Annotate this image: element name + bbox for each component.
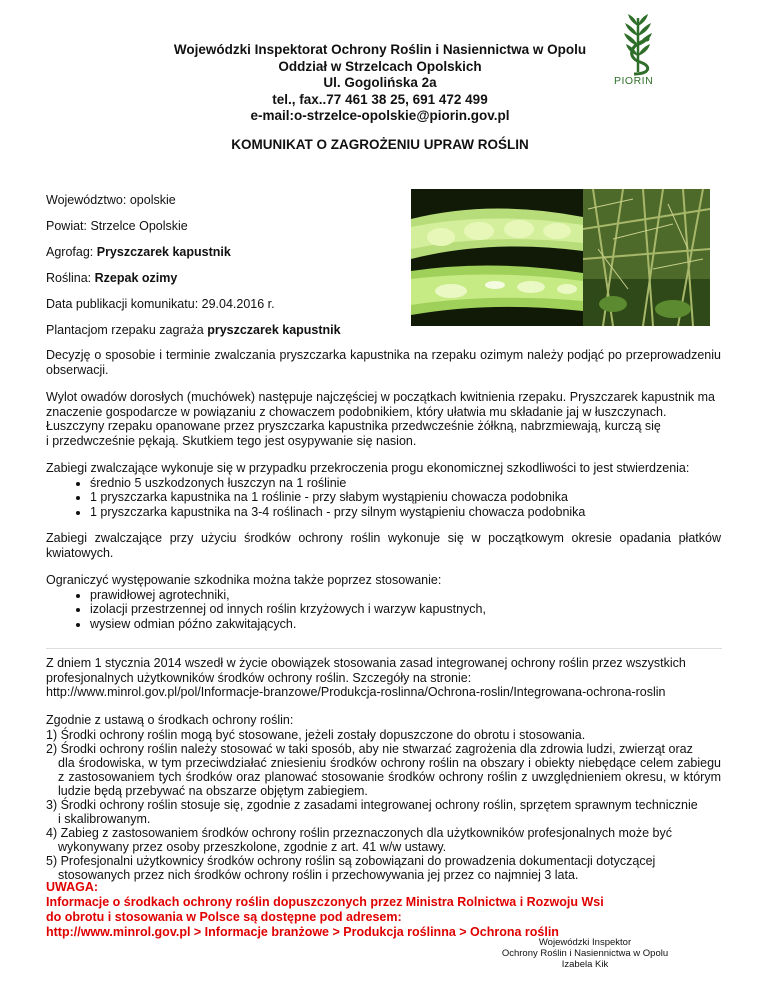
warning-block xyxy=(46,880,721,940)
list-item: • 1 pryszczarka kapustnika na 3-4 roślinach - przy silnym wystąpieniu chowacza podobnika xyxy=(90,505,721,520)
wylot-line-2: Łuszczyny rzepaku opanowane przez pryszczarka kapustnika przedwcześnie żółkną, nabrzmiewają, kurczą się xyxy=(46,419,661,433)
item-continuation: stosowanych przez nich środków ochrony roślin i przechowywania jej przez co najmniej 3 lata. xyxy=(58,867,579,882)
page-title: KOMUNIKAT O ZAGROŻENIU UPRAW ROŚLIN xyxy=(231,137,529,152)
list-item: • prawidłowej agrotechniki, xyxy=(90,588,721,603)
header-line-1: Wojewódzki Inspektorat Ochrony Roślin i Nasiennictwa w Opolu xyxy=(173,42,587,57)
ograniczyc-list xyxy=(46,588,721,632)
signature-block xyxy=(470,937,700,970)
integrowana-link[interactable]: http://www.minrol.gov.pl/pol/Informacje-branzowe/Produkcja-roslinna/Ochrona-roslin/Integrowana-ochrona-roslin xyxy=(46,685,666,699)
info-data-publikacji: Data publikacji komunikatu: 29.04.2016 r. xyxy=(46,297,275,311)
header-line-2: Oddział w Strzelcach Opolskich xyxy=(278,58,482,74)
paragraph-ustawa xyxy=(46,713,721,882)
paragraph-zabiegi xyxy=(46,461,721,519)
info-plantacje xyxy=(46,323,406,337)
signature-line-1: Wojewódzki Inspektor xyxy=(538,937,632,948)
paragraph-integrowana xyxy=(46,656,721,700)
info-powiat: Powiat: Strzelce Opolskie xyxy=(46,219,188,233)
ograniczyc-intro: Ograniczyć występowanie szkodnika można także poprzez stosowanie: xyxy=(46,573,442,587)
list-item xyxy=(46,854,721,882)
warning-line-2: do obrotu i stosowania w Polsce są dostępne pod adresem: xyxy=(46,910,402,924)
warning-link[interactable]: http://www.minrol.gov.pl > Informacje branżowe > Produkcja roślinna > Ochrona roślin xyxy=(46,925,559,939)
divider xyxy=(46,648,722,649)
agrofag-value: Pryszczarek kapustnik xyxy=(96,245,231,259)
header-line-5: e-mail:o-strzelce-opolskie@piorin.gov.pl xyxy=(250,108,510,123)
item-text: 2) Środki ochrony roślin należy stosować w taki sposób, aby nie stwarzać zagrożenia dla zdrowia ludzi, zwierząt oraz xyxy=(46,741,693,756)
roslina-value: Rzepak ozimy xyxy=(94,271,178,285)
integrowana-text: Z dniem 1 stycznia 2014 wszedł w życie obowiązek stosowania zasad integrowanej ochrony roślin przez wszystkich profesjonalnych użytkowników środków ochrony roślin. Szczegóły na stronie: xyxy=(46,656,686,685)
paragraph-zabiegi-srodki: Zabiegi zwalczające przy użyciu środków ochrony roślin wykonuje się w początkowym okresie opadania płatków kwiatowych. xyxy=(46,531,721,560)
wylot-line-1: Wylot owadów dorosłych (muchówek) następuje najczęściej w początkach kwitnienia rzepaku. Pryszczarek kapustnik ma znaczenie gospodarcze w powiązaniu z chowaczem podobnikiem, który ułatwia mu składanie jaj w łuszczynach. xyxy=(46,390,715,419)
ustawa-intro: Zgodnie z ustawą o środkach ochrony roślin: xyxy=(46,713,294,727)
list-item: • wysiew odmian późno zakwitających. xyxy=(90,617,721,632)
item-continuation: wykonywany przez osoby przeszkolone, zgodnie z art. 41 w/w ustawy. xyxy=(58,839,447,854)
warning-label: UWAGA: xyxy=(46,880,99,894)
paragraph-ograniczyc xyxy=(46,573,721,631)
warning-line-1: Informacje o środkach ochrony roślin dopuszczonych przez Ministra Rolnictwa i Rozwoju Wsi xyxy=(46,895,604,909)
wylot-line-3: i przedwcześnie pękają. Skutkiem tego jest osypywanie się nasion. xyxy=(46,433,417,448)
plantacje-value: pryszczarek kapustnik xyxy=(207,323,341,337)
roslina-label: Roślina: xyxy=(46,271,95,285)
header-line-4: tel., fax..77 461 38 25, 691 472 499 xyxy=(272,91,488,107)
zabiegi-intro: Zabiegi zwalczające wykonuje się w przypadku przekroczenia progu ekonomicznej szkodliwości to jest stwierdzenia: xyxy=(46,461,690,475)
list-item: • średnio 5 uszkodzonych łuszczyn na 1 roślinie xyxy=(90,476,721,491)
item-text: 1) Środki ochrony roślin mogą być stosowane, jeżeli zostały dopuszczone do obrotu i stosowania. xyxy=(46,727,586,742)
item-continuation: i skalibrowanym. xyxy=(58,811,151,826)
paragraph-wylot xyxy=(46,390,721,448)
info-wojewodztwo: Województwo: opolskie xyxy=(46,193,176,207)
list-item xyxy=(46,798,721,826)
item-continuation: dla środowiska, w tym przeciwdziałać zniesieniu środków ochrony roślin na obszary i obiekty niebędące celem zabiegu z zastosowaniem tych środków oraz planować stosowanie środków ochrony roślin z uwzględnieniem okresu, w którym ludzie będą przebywać na obszarze objętym zabiegiem. xyxy=(58,755,721,798)
zabiegi-list xyxy=(46,476,721,520)
list-item xyxy=(46,728,721,742)
signature-line-2: Ochrony Roślin i Nasiennictwa w Opolu xyxy=(501,948,669,959)
header-line-3: Ul. Gogolińska 2a xyxy=(323,75,437,90)
item-text: 5) Profesjonalni użytkownicy środków ochrony roślin są zobowiązani do prowadzenia dokumentacji dotyczącej xyxy=(46,853,656,868)
ustawa-list xyxy=(46,728,721,882)
rapeseed-pod-photo xyxy=(411,189,583,326)
agrofag-label: Agrofag: xyxy=(46,245,97,259)
item-text: 4) Zabieg z zastosowaniem środków ochrony roślin przeznaczonych dla użytkowników profesjonalnych może być xyxy=(46,825,672,840)
rapeseed-plants-photo xyxy=(583,189,710,326)
list-item: • 1 pryszczarka kapustnika na 1 roślinie - przy słabym wystąpieniu chowacza podobnika xyxy=(90,490,721,505)
logo-text: PIORIN xyxy=(614,75,654,87)
plantacje-label: Plantacjom rzepaku zagraża xyxy=(46,323,208,337)
list-item xyxy=(46,826,721,854)
list-item: • izolacji przestrzennej od innych roślin krzyżowych i warzyw kapustnych, xyxy=(90,602,721,617)
signature-name: Izabela Kik xyxy=(561,959,609,970)
list-item xyxy=(46,742,721,798)
item-text: 3) Środki ochrony roślin stosuje się, zgodnie z zasadami integrowanej ochrony roślin, sprzętem sprawnym technicznie xyxy=(46,797,698,812)
info-agrofag xyxy=(46,245,406,259)
info-roslina xyxy=(46,271,406,285)
institution-header xyxy=(100,42,660,125)
paragraph-decyzja: Decyzję o sposobie i terminie zwalczania pryszczarka kapustnika na rzepaku ozimym należy podjąć po przeprowadzeniu obserwacji. xyxy=(46,348,721,377)
